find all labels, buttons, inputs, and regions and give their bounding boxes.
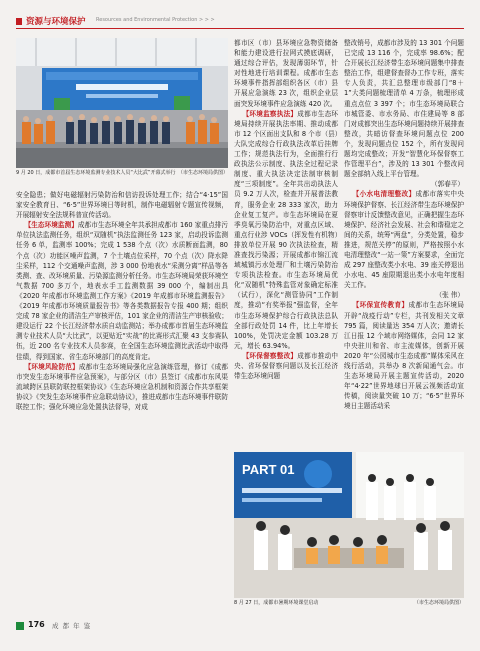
text-inspection: 成都市推动中央、省环保督察问题以及长江经济带生态环境问题 — [234, 351, 339, 381]
caption-text: 9 月 20 日，成都市首届生态环境监测专业技术人员“大比武”开幕式举行 — [16, 170, 176, 176]
photo-environment-classroom — [234, 452, 464, 598]
photo-opening-caption — [16, 170, 228, 177]
paragraph-emergency: 都市区（市）县环境应急物资储备和能力建设进行拉网式摸底调研，通过综合评估，发现薄弱环节，针对性地进行培训课程。成都市生态环境事件指挥部组织各区（市）县开展应急演练 23 次，组织企业层面突发环境事件应急演练 420 次。 — [234, 39, 338, 108]
heading-inspection: 【环保督察整改】 — [242, 351, 298, 360]
section-subtitle-en: Resources and Environmental Protection > > > — [96, 17, 215, 23]
section-header — [16, 14, 464, 30]
text-monitoring: 成都市生态环境全年共承担成都市 160 家重点排污单位执法监测任务，组织“双随机”执法监测任务 123 家，启动投诉监测任务 6 单，监测率 100%；完成 1 538 个点（次）水质断面监测，80 个点（次）功能区噪声监测，7 个土壤点位采样，70 个点（次）降水降尘采样，112 个交通噪声监测，涉 3 000 份地表水“采测分离”样品等各类测、查、改环境质量、污染源监测分析任务。市生态环境局荣获环境空气数据 700 多万个，地表水手工监测数据 39 000 个，编制出具《2020 年成都市环境监测工作方案》《2019 年成都市环境监测报告》《2019 年成都市环境质量报告书》等各类数据报告专报 400 期；组织完成 78 家企业的清洁生产审核评估，101 家企业的清洁生产审核验收；建设运行 22 个长江经济带水质自动监测站；举办成都市首届生态环境监测专业技术人员“大比武”，以更贴近“实战”的比赛形式汇聚 43 支参赛队伍，近 200 名专业技术人员参赛，在全国生态环境监测比武活动中取得佳绩，得到国家、省生态环境部门的高度肯定。 — [16, 221, 229, 361]
column-middle — [234, 38, 338, 381]
column-right — [344, 38, 464, 411]
author-sign-1: （郭春平） — [431, 180, 464, 189]
author-sign-2: （张 伟） — [435, 291, 464, 300]
photo-opening-ceremony-image — [16, 38, 228, 168]
heading-monitoring: 【生态环境监测】 — [24, 221, 78, 230]
text-risk: 成都市生态环境局强化应急演练管理，修订《成都市突发生态环境事件应急预案》，与部分区（市）县签订《成都市东风渠流域跨区县联防联控框架协议》《生态环境应急机制和资源合作共享框架协议》《突发生态环境事件应急联动协议》，推进成都市生态环境事件联防联控工作；强化环境应急处置执法督导，对成 — [16, 362, 229, 411]
photo-opening-ceremony — [16, 38, 228, 168]
page-footer — [16, 620, 464, 634]
paragraph-education — [344, 300, 464, 411]
paragraph-monitoring — [16, 220, 228, 361]
column-left — [16, 190, 228, 412]
caption-text: 8 月 27 日，成都市暑期环境课堂启动 — [234, 600, 319, 606]
paragraph-hydropower — [344, 189, 464, 290]
heading-enforcement: 【环境监察执法】 — [242, 109, 298, 118]
caption-credit: （市生态环境局供图） — [413, 600, 464, 606]
text-education: 成都市生态环境局开辟“战疫行动”专栏，共刊发相关文章 795 篇，阅读量达 354 万人次；邀请长江日报 12 个域市网络媒体，会同 12 家中央驻川和省、市主流媒体，创新开展 2020 年“公园城市生态成都”媒体采风在线行活动，共举办 8 次新闻通气会。市生态环境局开展主题宣传活动，2020 年“4·22”世界地球日开展云视频活动宣传稿，阅读量突破 10 万；“6·5”世界环境日主题活动采 — [344, 301, 465, 411]
paragraph-rectification: 整改销号，成都市涉及的 13 301 个问题已完成 13 116 个，完成率 98.6%；配合开展长江经济带生态环境问题集中排查整治工作，组建督查督办工作专班，落实专人负责，共汇总整理市级部门“8＋1”大类问题梳理清单 4 万条，梳理形成重点点位 3 397 个；市生态环境局联合市城管委、市水务局、市住建局等 8 部门对成都突出生态环境问题持续开展排查整改，共暗访督查环境问题点位 200 个，发现问题点位 152 个，所有发现问题均完成整改；开发“智慧化环保督察工作管理平台”，涉及的 13 301 个整改问题全部纳入线上平台管理。 — [344, 39, 464, 179]
paragraph-inspection — [234, 351, 338, 381]
section-title: 资源与环境保护 — [26, 17, 86, 27]
photo-classroom-caption — [234, 600, 464, 607]
paragraph-radiation: 安全隐患；做好电磁辐射污染防治和信访投诉处理工作；结合“4·15”国家安全教育日、“6·5”世界环境日等时机，制作电磁辐射专题宣传视频，开展辐射安全法规科普宣传活动。 — [16, 191, 228, 220]
paragraph-enforcement — [234, 109, 338, 351]
section-marker — [16, 18, 22, 25]
text-enforcement: 成都市生态环境局持续开展执法率期、推动成都市 12 个区面出支队和 8 个市（县）大队完成综合行政执法改革后挂牌工作；规范执法行为，全面推行行政执法公示制度、执法全过程记录制度、重大执法决定法制审核制度“三项制度”。全年共出动执法人员 9.2 万人次，检查并开展普法教育，服务企业 28 333 家次，助力企业复工复产。市生态环境局在夏季臭氧污染防治中，对重点区域、重点行业涉 VOCs（挥发性有机物）排放单位开展 90 次执法检查，精准查找污染源；开展成都市锦江流域城镇污水处理厂和土壤污染防治专项执法检查。市生态环境局优化“双随机”特殊监管对象确定标准（试行），深化“测管协同”工作制度，推动“有奖举报”强监督，全年市生态环境保护综合行政执法总队全部行政处罚 14 件，比上年增长 100%，处罚决定金额 103.28 万元，增长 63.94%。 — [234, 109, 339, 350]
footer-marker — [16, 622, 24, 630]
heading-hydropower: 【小水电清理整改】 — [352, 190, 416, 199]
caption-credit: （市生态环境局供图） — [177, 170, 228, 176]
text-hydropower: 成都市落实中央环境保护督察、长江经济带生态环境保护督察审计反馈整改意见，正确把握生态环境保护、经济社会发展、社会和谐稳定之间的关系，统筹“两盘”，分类处置，稳步推进，规范关停”的原则，严格按照小水电清理整改“一站一策”方案要求，全面完成 297 座整改类小水电、39 座关停退出小水电、45 座限期退出类小水电年度相关工作。 — [344, 190, 465, 290]
heading-risk: 【环境风险防范】 — [24, 362, 79, 371]
header-rule — [16, 28, 464, 29]
photo-banner-text: PART 01 — [242, 462, 295, 477]
magazine-name: 成 都 年 鉴 — [52, 622, 92, 630]
heading-education: 【环保宣传教育】 — [352, 301, 409, 310]
page-number: 176 — [28, 620, 45, 629]
paragraph-risk — [16, 362, 228, 412]
